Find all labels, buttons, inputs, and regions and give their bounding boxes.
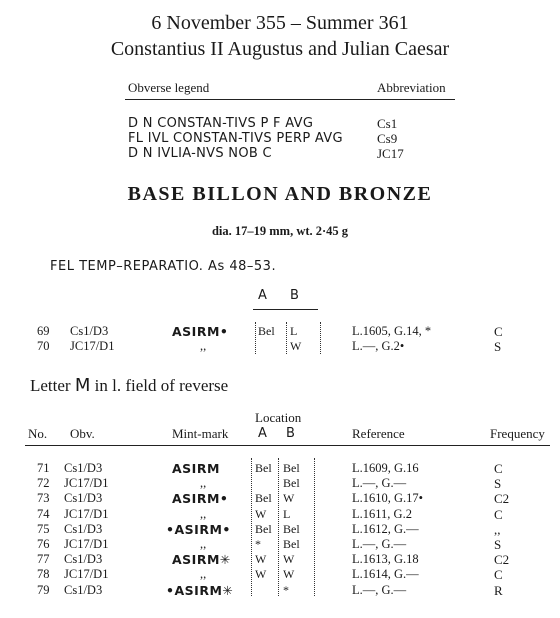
row-location-b: W: [283, 552, 295, 566]
row-location-a: *: [255, 537, 261, 551]
row-obverse: Cs1/D3: [70, 324, 109, 338]
row-mint-mark: ,,: [200, 537, 207, 551]
row-mint-mark: ASIRM: [172, 461, 220, 476]
group1-location-rule: [253, 309, 318, 310]
group2-divider-left: [251, 458, 252, 596]
row-reference: L.—, G.—: [352, 583, 407, 597]
row-number: 79: [37, 583, 50, 597]
location-b-header: B: [290, 288, 299, 303]
group2-header-rule: [25, 445, 550, 446]
row-location-b: Bel: [283, 522, 300, 536]
row-location-a: Bel: [258, 324, 275, 338]
row-location-b: L: [290, 324, 298, 338]
row-frequency: S: [494, 476, 502, 491]
row-location-a: Bel: [255, 522, 272, 536]
page-title-dates: 6 November 355 – Summer 361: [151, 12, 409, 34]
row-mint-mark: ,,: [200, 567, 207, 581]
row-frequency: R: [494, 583, 503, 598]
row-number: 78: [37, 567, 50, 581]
group2-divider-right: [314, 458, 315, 596]
row-mint-mark: ,,: [200, 339, 207, 353]
row-frequency: C2: [494, 491, 510, 506]
row-location-b: Bel: [283, 476, 300, 490]
section-title: BASE BILLON AND BRONZE: [127, 183, 433, 205]
page-title-rulers: Constantius II Augustus and Julian Caesar: [110, 38, 450, 60]
legend-row-2: FL IVL CONSTAN-TIVS PERP AVG: [128, 131, 343, 146]
row-reference: L.1609, G.16: [352, 461, 419, 475]
row-mint-mark: •ASIRM✳: [166, 583, 234, 598]
row-obverse: JC17/D1: [64, 567, 109, 581]
group2-divider-mid: [278, 458, 279, 596]
row-obverse: JC17/D1: [64, 476, 109, 490]
row-reference: L.1613, G.18: [352, 552, 419, 566]
heading-prefix: Letter: [30, 376, 71, 395]
row-location-b: L: [283, 507, 291, 521]
row-obverse: JC17/D1: [64, 537, 109, 551]
row-location-a: W: [255, 552, 267, 566]
abbr-row-1: Cs1: [377, 116, 398, 131]
group1-divider-mid: [286, 322, 287, 354]
row-frequency: C: [494, 567, 503, 582]
row-location-b: W: [283, 491, 295, 505]
col-freq-header: Frequency: [490, 426, 545, 441]
row-mint-mark: ASIRM•: [172, 324, 229, 339]
row-number: 76: [37, 537, 50, 551]
row-mint-mark: ASIRM•: [172, 491, 229, 506]
col-no-header: No.: [28, 426, 48, 441]
row-reference: L.1610, G.17•: [352, 491, 424, 505]
row-obverse: Cs1/D3: [64, 522, 103, 536]
reverse-type-line: FEL TEMP–REPARATIO. As 48–53.: [50, 259, 277, 274]
row-frequency: C: [494, 324, 503, 339]
row-frequency: C: [494, 507, 503, 522]
group1-divider-left: [255, 322, 256, 354]
row-location-a: W: [255, 567, 267, 581]
row-obverse: JC17/D1: [64, 507, 109, 521]
row-frequency: C2: [494, 552, 510, 567]
location-a-header: A: [258, 288, 267, 303]
row-number: 72: [37, 476, 50, 490]
row-frequency: ,,: [494, 522, 501, 537]
row-number: 77: [37, 552, 50, 566]
row-location-a: Bel: [255, 491, 272, 505]
row-frequency: S: [494, 339, 502, 354]
row-number: 75: [37, 522, 50, 536]
row-number: 69: [37, 324, 50, 338]
row-location-a: Bel: [255, 461, 272, 475]
row-mint-mark: ASIRM✳: [172, 552, 231, 567]
row-location-b: W: [290, 339, 302, 353]
row-number: 70: [37, 339, 50, 353]
row-reference: L.—, G.—: [352, 537, 407, 551]
group1-divider-right: [320, 322, 321, 354]
dimensions-line: dia. 17–19 mm, wt. 2·45 g: [211, 224, 349, 238]
col-b-header: B: [286, 426, 295, 441]
row-obverse: Cs1/D3: [64, 583, 103, 597]
row-reference: L.1612, G.—: [352, 522, 419, 536]
row-obverse: Cs1/D3: [64, 461, 103, 475]
row-obverse: Cs1/D3: [64, 552, 103, 566]
letter-field-heading: [30, 375, 228, 396]
row-mint-mark: •ASIRM•: [166, 522, 231, 537]
row-reference: L.1614, G.—: [352, 567, 419, 581]
location-header: Location: [255, 410, 302, 425]
col-ref-header: Reference: [352, 426, 405, 441]
row-location-b: Bel: [283, 537, 300, 551]
row-number: 73: [37, 491, 50, 505]
row-mint-mark: ,,: [200, 507, 207, 521]
row-frequency: S: [494, 537, 502, 552]
row-obverse: Cs1/D3: [64, 491, 103, 505]
obverse-legend-header: Obverse legend: [128, 80, 210, 95]
row-reference: L.1605, G.14, *: [352, 324, 432, 338]
row-reference: L.—, G.2•: [352, 339, 405, 353]
legend-row-3: D N IVLIA-NVS NOB C: [128, 146, 272, 161]
row-mint-mark: ,,: [200, 476, 207, 490]
col-a-header: A: [258, 426, 267, 441]
col-mint-header: Mint-mark: [172, 426, 229, 441]
row-frequency: C: [494, 461, 503, 476]
row-location-a: W: [255, 507, 267, 521]
row-obverse: JC17/D1: [70, 339, 115, 353]
legend-header-rule: [125, 99, 455, 100]
row-number: 74: [37, 507, 50, 521]
col-obv-header: Obv.: [70, 426, 95, 441]
legend-row-1: D N CONSTAN-TIVS P F AVG: [128, 116, 314, 131]
row-location-b: *: [283, 583, 289, 597]
row-reference: L.—, G.—: [352, 476, 407, 490]
heading-suffix: in l. field of reverse: [94, 376, 229, 395]
abbreviation-header: Abbreviation: [377, 80, 446, 95]
row-location-b: Bel: [283, 461, 300, 475]
row-location-b: W: [283, 567, 295, 581]
abbr-row-2: Cs9: [377, 131, 398, 146]
row-number: 71: [37, 461, 50, 475]
abbr-row-3: JC17: [377, 146, 404, 161]
heading-letter: M: [74, 375, 91, 396]
row-reference: L.1611, G.2: [352, 507, 412, 521]
